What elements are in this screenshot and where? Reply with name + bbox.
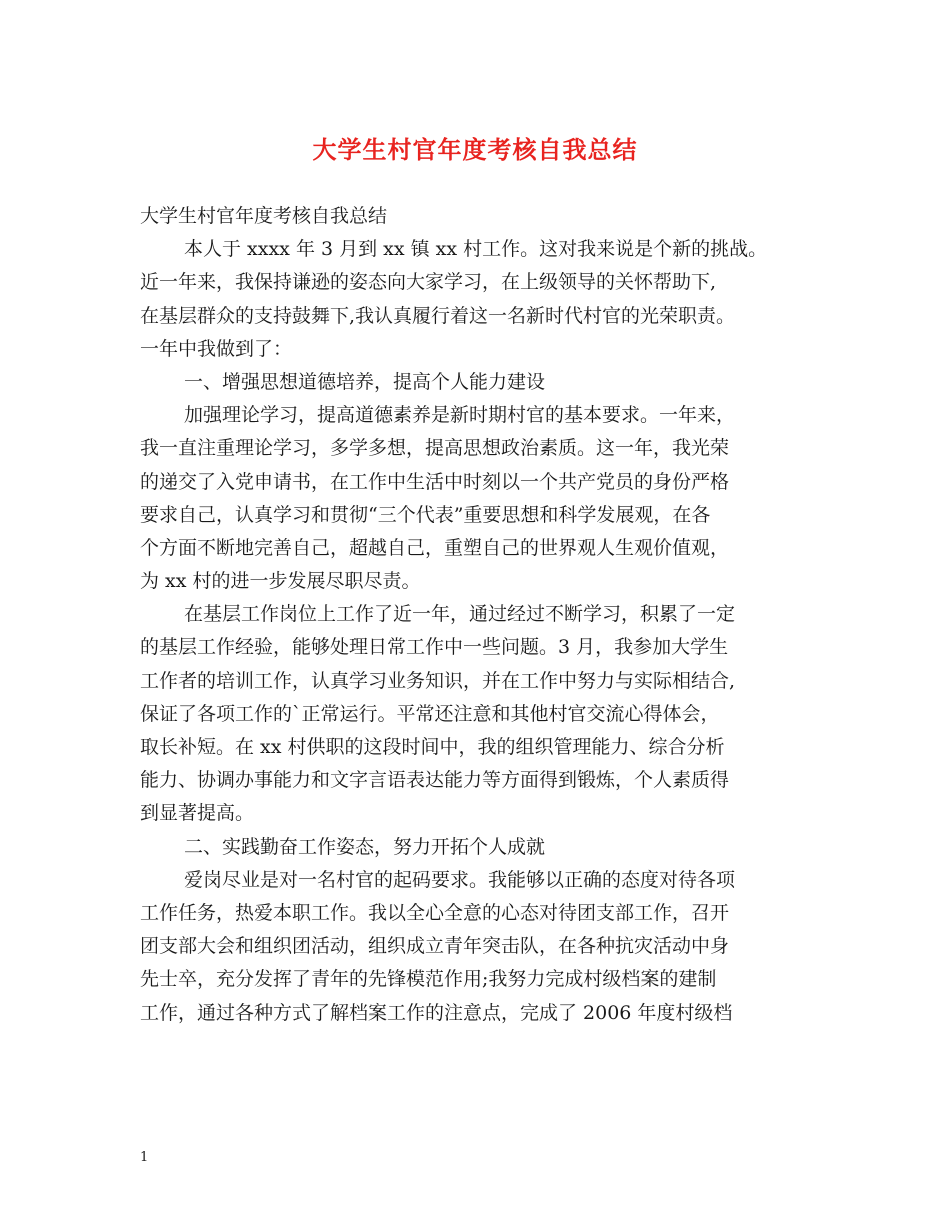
text-line: 工作，通过各种方式了解档案工作的注意点，完成了 2006 年度村级档 xyxy=(140,1001,733,1024)
text-line: 在基层工作岗位上工作了近一年，通过经过不断学习，积累了一定 xyxy=(184,603,736,626)
text-line: 取长补短。在 xx 村供职的这段时间中，我的组织管理能力、综合分析 xyxy=(140,736,725,758)
text-line: 我一直注重理论学习，多学多想，提高思想政治素质。这一年，我光荣 xyxy=(140,437,730,460)
text-line: 工作任务，热爱本职工作。我以全心全意的心态对待团支部工作，召开 xyxy=(140,901,730,924)
text-line: 的递交了入党申请书，在工作中生活中时刻以一个共产党员的身份严格 xyxy=(140,470,730,493)
document-body xyxy=(140,200,830,1030)
text-line: 团支部大会和组织团活动，组织成立青年突击队，在各种抗灾活动中身 xyxy=(140,935,730,958)
text-line: 在基层群众的支持鼓舞下,我认真履行着这一名新时代村官的光荣职责。 xyxy=(140,304,736,327)
text-line: 先士卒，充分发挥了青年的先锋模范作用;我努力完成村级档案的建制 xyxy=(140,968,717,991)
page-number: 1 xyxy=(140,1150,149,1165)
text-line: 为 xx 村的进一步发展尽职尽责。 xyxy=(140,570,421,593)
text-line: 要求自己，认真学习和贯彻“三个代表”重要思想和科学发展观，在各 xyxy=(140,503,711,526)
text-line: 一、增强思想道德培养，提高个人能力建设 xyxy=(184,370,546,393)
text-line: 大学生村官年度考核自我总结 xyxy=(140,205,388,227)
text-line: 加强理论学习，提高道德素养是新时期村官的基本要求。一年来， xyxy=(184,404,736,427)
text-line: 近一年来，我保持谦逊的姿态向大家学习，在上级领导的关怀帮助下, xyxy=(140,271,717,294)
text-line: 工作者的培训工作，认真学习业务知识，并在工作中努力与实际相结合, xyxy=(140,669,736,692)
text-line: 个方面不断地完善自己，超越自己，重塑自己的世界观人生观价值观， xyxy=(140,536,730,559)
text-line: 本人于 xxxx 年 3 月到 xx 镇 xx 村工作。这对我来说是个新的挑战。 xyxy=(184,238,768,261)
document-title: 大学生村官年度考核自我总结 xyxy=(312,136,638,164)
text-line: 一年中我做到了： xyxy=(140,337,293,360)
text-line: 保证了各项工作的`正常运行。平常还注意和其他村官交流心得体会， xyxy=(140,702,720,725)
text-line: 爱岗尽业是对一名村官的起码要求。我能够以正确的态度对待各项 xyxy=(184,868,736,891)
text-line: 到显著提高。 xyxy=(140,802,255,825)
text-line: 能力、协调办事能力和文字言语表达能力等方面得到锻炼，个人素质得 xyxy=(140,769,730,792)
text-line: 二、实践勤奋工作姿态，努力开拓个人成就 xyxy=(184,835,546,858)
text-line: 的基层工作经验，能够处理日常工作中一些问题。3 月，我参加大学生 xyxy=(140,636,729,659)
